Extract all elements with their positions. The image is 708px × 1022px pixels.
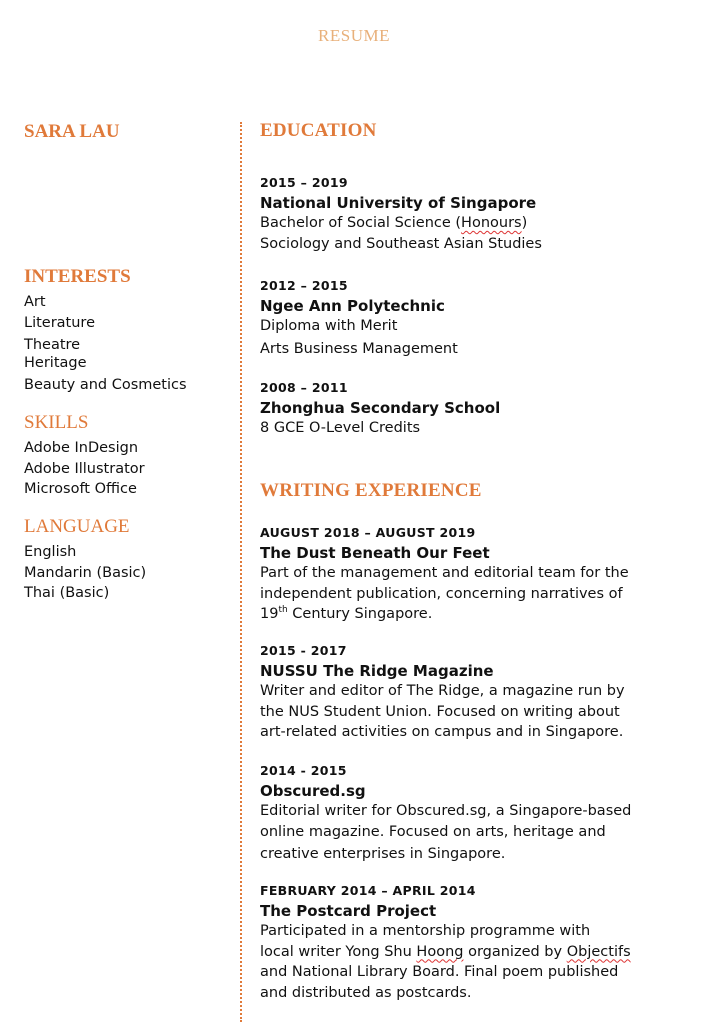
list-item: Literature xyxy=(24,314,95,331)
entry-organization: Ngee Ann Polytechnic xyxy=(260,297,445,315)
entry-organization: Zhonghua Secondary School xyxy=(260,399,501,417)
education-entry xyxy=(260,380,690,439)
skills-list xyxy=(24,438,145,500)
entry-line: and distributed as postcards. xyxy=(260,984,472,1001)
list-item: Mandarin (Basic) xyxy=(24,564,147,581)
list-item: Art xyxy=(24,294,46,310)
writing-entry xyxy=(260,643,690,743)
spellcheck-word: Hoong xyxy=(416,943,464,960)
list-item: Heritage xyxy=(24,354,87,371)
entry-line: 19th Century Singapore. xyxy=(260,605,433,622)
entry-organization: NUSSU The Ridge Magazine xyxy=(260,662,494,680)
list-item: Thai (Basic) xyxy=(24,585,110,601)
entry-date: FEBRUARY 2014 – APRIL 2014 xyxy=(260,883,476,898)
list-item: English xyxy=(24,544,77,560)
writing-entry xyxy=(260,883,690,1003)
spellcheck-word: Honours xyxy=(461,215,522,231)
interests-heading: INTERESTS xyxy=(24,266,131,287)
entry-date: 2015 – 2019 xyxy=(260,175,348,190)
entry-date: 2012 – 2015 xyxy=(260,278,348,293)
entry-line: Editorial writer for Obscured.sg, a Singapore-based xyxy=(260,803,632,819)
writing-entry xyxy=(260,763,690,865)
list-item: Adobe InDesign xyxy=(24,440,139,456)
entry-date: 2014 - 2015 xyxy=(260,763,347,778)
entry-line: 8 GCE O-Level Credits xyxy=(260,420,421,436)
entry-line: Writer and editor of The Ridge, a magazine run by xyxy=(260,683,625,699)
language-list xyxy=(24,542,146,604)
entry-date: 2008 – 2011 xyxy=(260,380,348,395)
entry-line: Part of the management and editorial team for the xyxy=(260,565,629,581)
education-heading: EDUCATION xyxy=(260,120,377,141)
column-divider xyxy=(240,122,242,1022)
entry-organization: The Dust Beneath Our Feet xyxy=(260,544,490,562)
entry-line: creative enterprises in Singapore. xyxy=(260,846,506,862)
entry-line: independent publication, concerning narratives of xyxy=(260,585,623,602)
interests-list xyxy=(24,292,187,396)
entry-date: AUGUST 2018 – AUGUST 2019 xyxy=(260,525,476,540)
entry-organization: National University of Singapore xyxy=(260,194,537,212)
entry-line: the NUS Student Union. Focused on writing about xyxy=(260,703,620,720)
education-entry xyxy=(260,278,690,359)
entry-line: Diploma with Merit xyxy=(260,318,398,334)
entry-date: 2015 - 2017 xyxy=(260,643,347,658)
spellcheck-word: Objectifs xyxy=(566,943,631,960)
language-heading: LANGUAGE xyxy=(24,516,130,537)
candidate-name: SARA LAU xyxy=(24,121,120,142)
entry-line: art-related activities on campus and in Singapore. xyxy=(260,724,624,740)
entry-line: Bachelor of Social Science (Honours) xyxy=(260,215,528,231)
writing-entry xyxy=(260,525,690,625)
entry-organization: The Postcard Project xyxy=(260,902,437,920)
education-entry xyxy=(260,175,690,254)
entry-line: Arts Business Management xyxy=(260,340,458,357)
entry-line: Sociology and Southeast Asian Studies xyxy=(260,235,542,252)
entry-line: Participated in a mentorship programme with xyxy=(260,923,591,939)
page-title: RESUME xyxy=(318,26,390,45)
list-item: Theatre xyxy=(24,337,81,353)
writing-experience-heading: WRITING EXPERIENCE xyxy=(260,480,482,501)
list-item: Beauty and Cosmetics xyxy=(24,377,187,393)
list-item: Adobe Illustrator xyxy=(24,460,145,477)
entry-line: local writer Yong Shu Hoong organized by Objectifs xyxy=(260,943,631,960)
entry-line: and National Library Board. Final poem published xyxy=(260,964,619,980)
entry-organization: Obscured.sg xyxy=(260,782,366,800)
skills-heading: SKILLS xyxy=(24,412,89,433)
list-item: Microsoft Office xyxy=(24,481,137,497)
entry-line: online magazine. Focused on arts, heritage and xyxy=(260,823,606,840)
